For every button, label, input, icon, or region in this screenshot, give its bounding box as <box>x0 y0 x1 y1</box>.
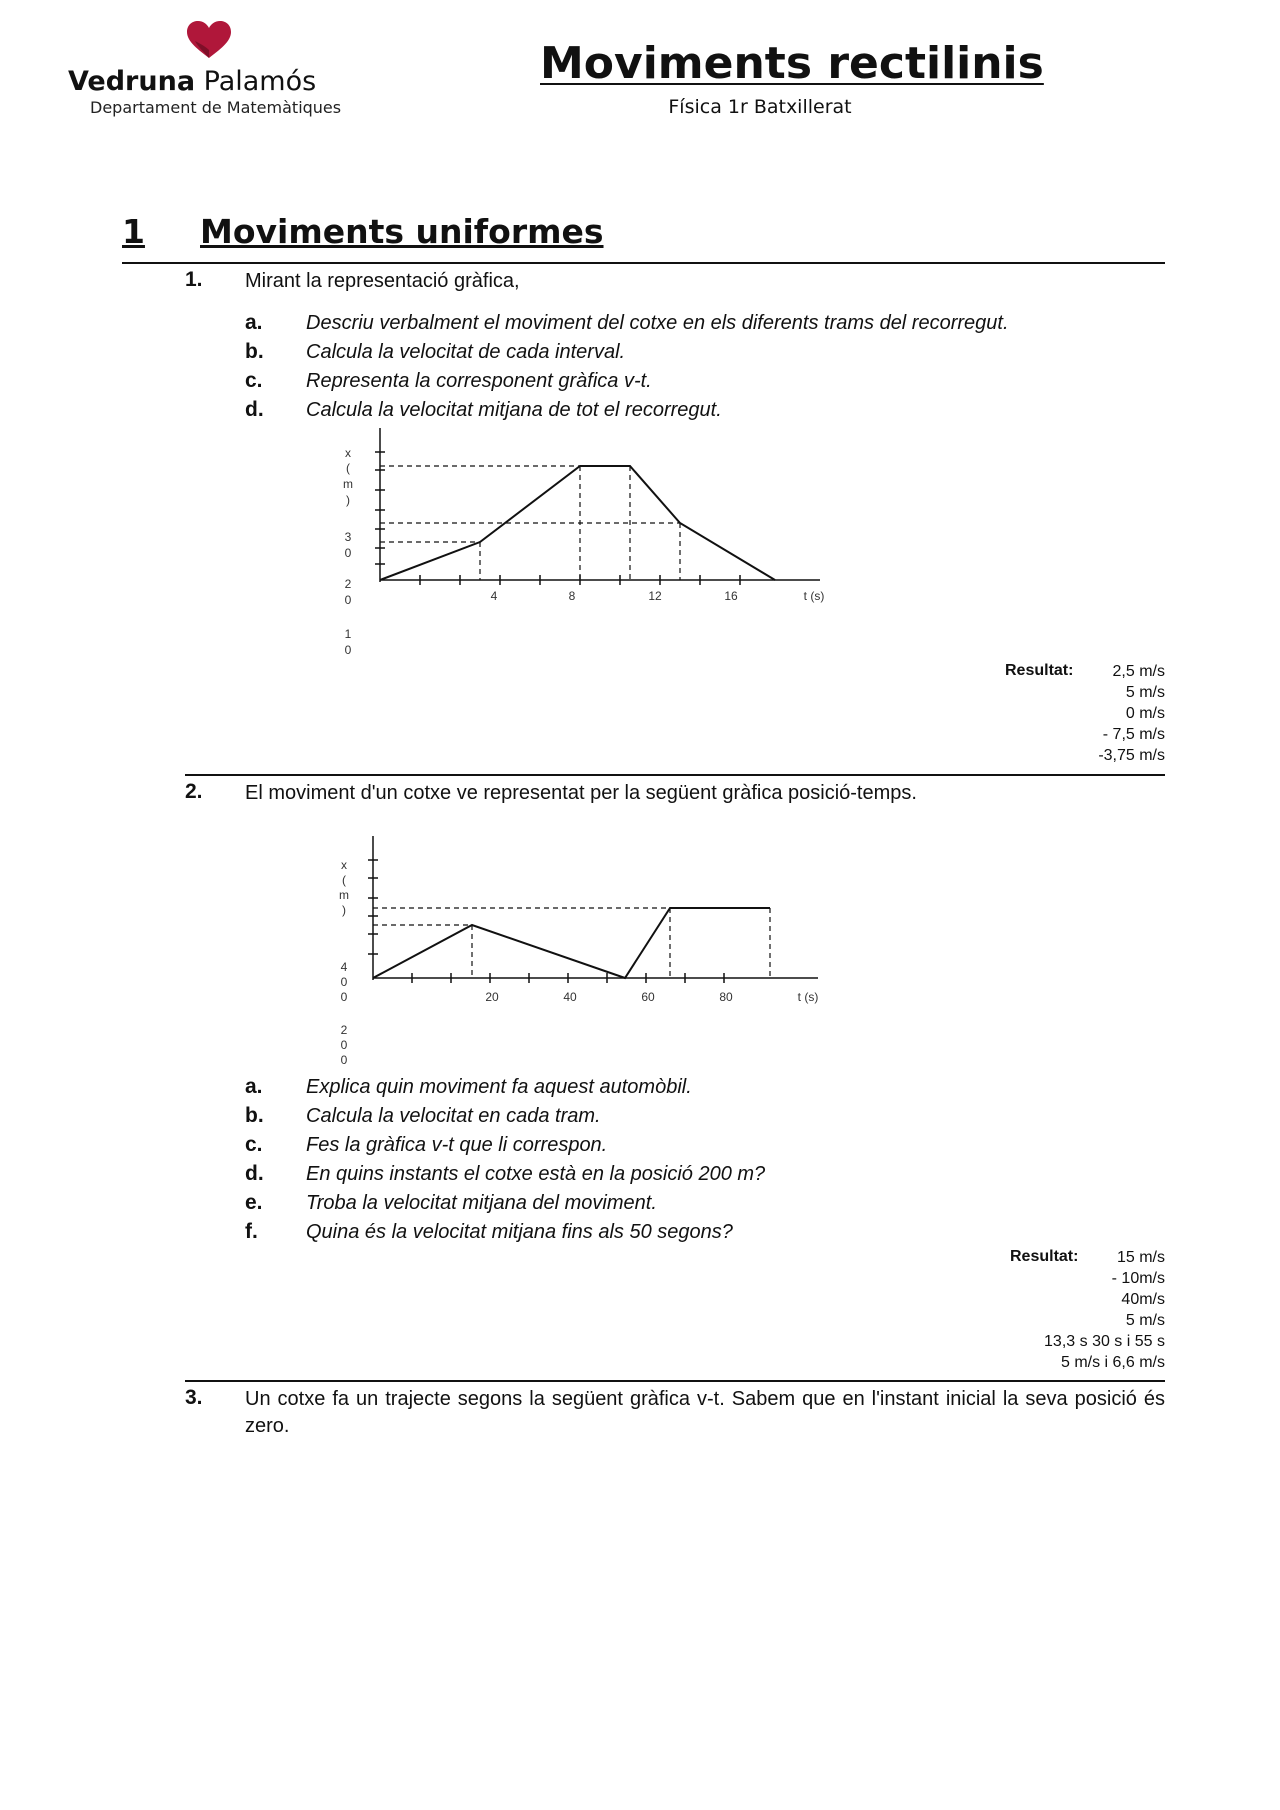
result-value: 5 m/s <box>1125 684 1165 701</box>
x-tick-label: 20 <box>485 990 499 1004</box>
y-axis-label: ( <box>342 873 346 887</box>
subitem-letter: a. <box>245 311 263 334</box>
subitem-letter: a. <box>245 1075 263 1098</box>
result-value: - 10m/s <box>1111 1270 1165 1287</box>
result-value: 15 m/s <box>1116 1249 1165 1266</box>
y-tick-label: 0 <box>344 546 352 560</box>
subitem-text: Fes la gràfica v-t que li correspon. <box>306 1134 608 1156</box>
x-axis-label: t (s) <box>797 990 819 1004</box>
y-tick-label: 2 <box>344 577 352 591</box>
subitem-letter: b. <box>245 1104 264 1127</box>
subitem-text: Troba la velocitat mitjana del moviment. <box>306 1192 657 1214</box>
subitem-text: Descriu verbalment el moviment del cotxe en els diferents trams del recorregut. <box>306 312 1009 334</box>
position-time-graph-1 <box>330 422 850 668</box>
question-number: 2. <box>185 780 203 803</box>
document-subtitle: Física 1r Batxillerat <box>668 96 852 118</box>
x-axis-label: t (s) <box>803 589 825 603</box>
question-text: El moviment d'un cotxe ve representat per la següent gràfica posició-temps. <box>245 782 917 804</box>
subitem-letter: e. <box>245 1191 263 1214</box>
y-tick-label: 1 <box>344 627 352 641</box>
subitem-text: Explica quin moviment fa aquest automòbil. <box>306 1076 692 1098</box>
x-tick-label: 4 <box>490 589 498 603</box>
y-axis-label: ( <box>346 461 350 475</box>
subitem-text: En quins instants el cotxe està en la posició 200 m? <box>306 1163 766 1185</box>
position-time-graph-2 <box>330 830 850 1070</box>
subitem-text: Quina és la velocitat mitjana fins als 50 segons? <box>306 1221 733 1243</box>
y-axis-label: m <box>339 888 349 902</box>
x-tick-label: 12 <box>648 589 662 603</box>
subitem-letter: b. <box>245 340 264 363</box>
y-tick-label: 0 <box>340 1038 348 1052</box>
result-values <box>1005 1247 1165 1373</box>
subitem-letter: c. <box>245 369 263 392</box>
result-value: 40m/s <box>1121 1291 1165 1308</box>
y-axis-label: ) <box>346 493 350 507</box>
result-label: Resultat: <box>1005 662 1074 679</box>
x-tick-label: 16 <box>724 589 738 603</box>
result-value: 0 m/s <box>1125 705 1165 722</box>
result-value: -3,75 m/s <box>1098 747 1165 764</box>
subitem-text: Calcula la velocitat en cada tram. <box>306 1105 601 1127</box>
result-value: 5 m/s <box>1125 1312 1165 1329</box>
question-number: 3. <box>185 1386 203 1409</box>
subitem-letter: d. <box>245 398 264 421</box>
subitem-letter: c. <box>245 1133 263 1156</box>
section-divider <box>122 262 1165 264</box>
y-axis-label: x <box>341 858 347 872</box>
position-curve <box>380 466 775 580</box>
result-label: Resultat: <box>1010 1248 1079 1265</box>
y-tick-label: 0 <box>340 990 348 1004</box>
question-divider <box>185 774 1165 776</box>
x-tick-label: 60 <box>641 990 655 1004</box>
result-value: - 7,5 m/s <box>1102 726 1165 743</box>
x-tick-label: 80 <box>719 990 733 1004</box>
y-tick-label: 4 <box>340 960 348 974</box>
question-text: Mirant la representació gràfica, <box>245 270 520 292</box>
result-value: 5 m/s i 6,6 m/s <box>1060 1354 1165 1371</box>
y-tick-label: 0 <box>344 643 352 657</box>
result-values <box>1005 661 1165 766</box>
y-tick-label: 0 <box>340 975 348 989</box>
y-axis-label: ) <box>342 903 346 917</box>
question-number: 1. <box>185 268 203 291</box>
y-axis-label: m <box>343 477 353 491</box>
y-axis-label: x <box>345 446 351 460</box>
vedruna-heart-logo-icon <box>185 20 233 60</box>
y-tick-label: 2 <box>340 1023 348 1037</box>
subitem-text: Calcula la velocitat de cada interval. <box>306 341 626 363</box>
question-divider <box>185 1380 1165 1382</box>
subitem-text: Representa la corresponent gràfica v-t. <box>306 370 652 392</box>
x-tick-label: 8 <box>568 589 576 603</box>
x-tick-label: 40 <box>563 990 577 1004</box>
result-value: 13,3 s 30 s i 55 s <box>1044 1333 1165 1350</box>
subitem-letter: d. <box>245 1162 264 1185</box>
result-value: 2,5 m/s <box>1112 663 1165 680</box>
department-name: Departament de Matemàtiques <box>90 98 342 117</box>
section-title: Moviments uniformes <box>200 212 604 251</box>
subitem-text: Calcula la velocitat mitjana de tot el recorregut. <box>306 399 722 421</box>
question-text: Un cotxe fa un trajecte segons la següent gràfica v-t. Sabem que en l'instant inicial la seva posició és zero. <box>245 1388 1165 1437</box>
position-curve <box>373 908 770 978</box>
logo-wordmark: Vedruna Palamós <box>68 66 317 97</box>
section-number: 1 <box>122 212 145 251</box>
y-tick-label: 0 <box>340 1053 348 1067</box>
document-title: Moviments rectilinis <box>540 38 1044 89</box>
y-tick-label: 3 <box>344 530 352 544</box>
y-tick-label: 0 <box>344 593 352 607</box>
subitem-letter: f. <box>245 1220 258 1243</box>
